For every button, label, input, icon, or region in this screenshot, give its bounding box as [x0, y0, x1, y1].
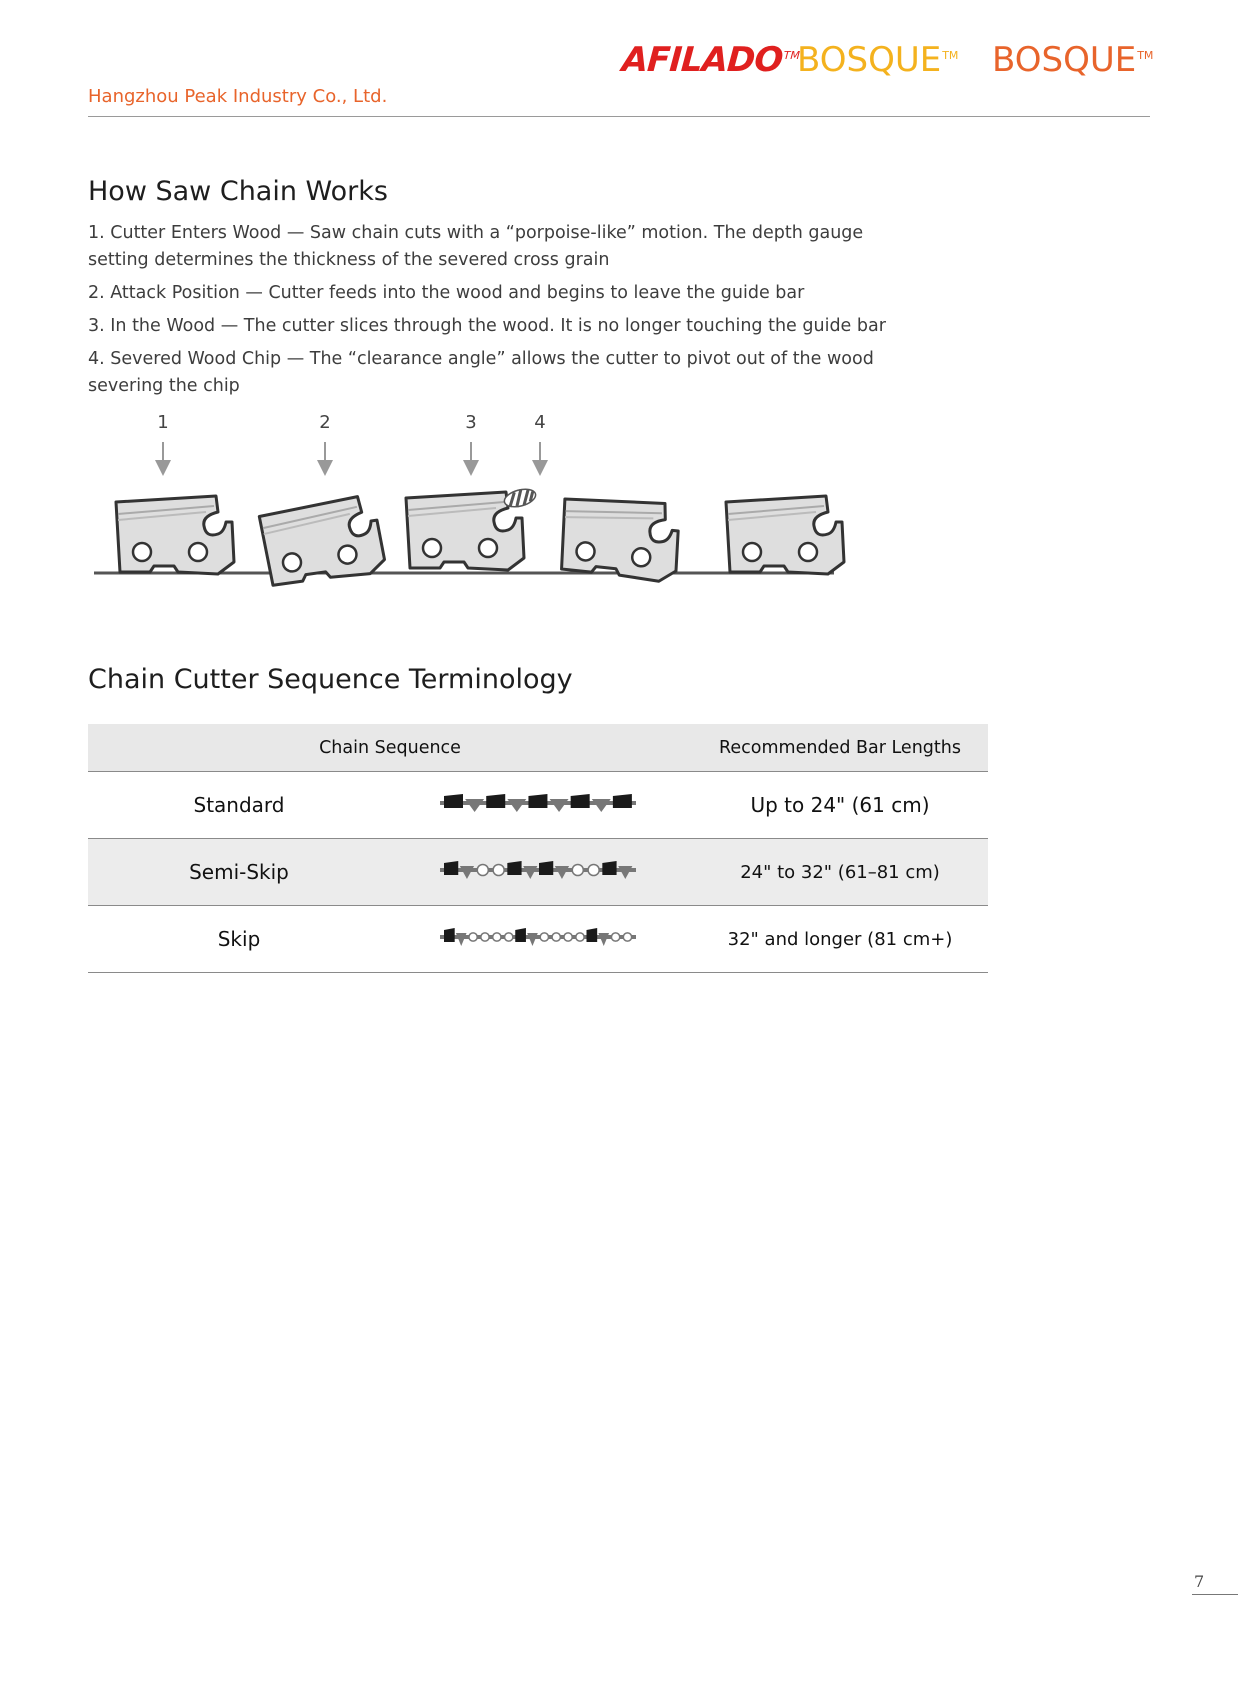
- label-arrows: [163, 430, 540, 468]
- page-header: [0, 0, 1240, 120]
- cutter-5: [726, 496, 844, 574]
- cutter-sequence-illustration: [88, 412, 868, 590]
- cutter-2: [258, 494, 386, 588]
- wood-chip-icon: [502, 486, 537, 510]
- chain-sequence-table: [88, 724, 988, 973]
- bosque-orange-logo: BOSQUE™: [992, 40, 1154, 80]
- bosque-yellow-logo: BOSQUE™: [797, 40, 959, 80]
- section-title-how-saw-chain-works: How Saw Chain Works: [88, 176, 388, 207]
- chain-sequence-icon: [390, 772, 692, 839]
- diagram-label-4: 4: [534, 412, 546, 433]
- table-row: [88, 839, 988, 906]
- row-name: Semi-Skip: [88, 839, 390, 906]
- step-item: 3. In the Wood — The cutter slices through the wood. It is no longer touching the guide bar: [88, 316, 886, 336]
- row-bar-length: 24" to 32" (61–81 cm): [692, 839, 988, 906]
- page-number: 7: [1194, 1572, 1205, 1591]
- cutter-1: [116, 496, 234, 574]
- page-number-rule: [1192, 1594, 1238, 1595]
- section-title-chain-cutter-sequence: Chain Cutter Sequence Terminology: [88, 664, 573, 695]
- table-row: [88, 772, 988, 839]
- header-bar-lengths: Recommended Bar Lengths: [692, 724, 988, 772]
- cutter-4: [557, 493, 683, 583]
- table-header-row: [88, 724, 988, 772]
- row-bar-length: Up to 24" (61 cm): [692, 772, 988, 839]
- header-divider: [88, 116, 1150, 117]
- steps-list: [88, 220, 888, 406]
- chain-sequence-icon: [390, 839, 692, 906]
- company-name: Hangzhou Peak Industry Co., Ltd.: [88, 86, 388, 107]
- afilado-logo: AFILADO™: [620, 40, 801, 80]
- row-bar-length: 32" and longer (81 cm+): [692, 906, 988, 973]
- table-row: [88, 906, 988, 973]
- step-item: 1. Cutter Enters Wood — Saw chain cuts with a “porpoise-like” motion. The depth gauge setting determines the thickness of the severed cross grain: [88, 223, 864, 270]
- step-item: 4. Severed Wood Chip — The “clearance angle” allows the cutter to pivot out of the wood severing the chip: [88, 349, 874, 396]
- diagram-label-2: 2: [319, 412, 331, 433]
- saw-chain-diagram: [88, 412, 868, 590]
- row-name: Standard: [88, 772, 390, 839]
- step-item: 2. Attack Position — Cutter feeds into the wood and begins to leave the guide bar: [88, 283, 805, 303]
- diagram-label-1: 1: [157, 412, 169, 433]
- header-chain-sequence: Chain Sequence: [88, 724, 692, 772]
- chain-sequence-icon: [390, 906, 692, 973]
- row-name: Skip: [88, 906, 390, 973]
- diagram-label-3: 3: [465, 412, 477, 433]
